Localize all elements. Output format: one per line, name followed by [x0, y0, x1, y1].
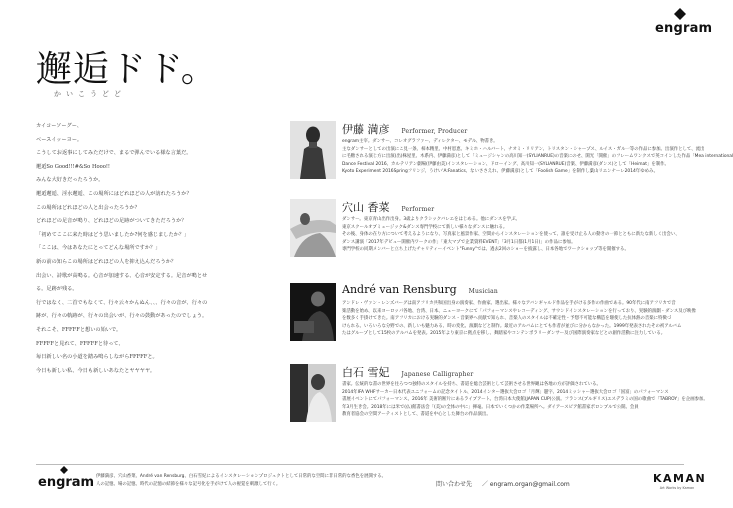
artist-bio: アンドレ・ヴァン・レンズバーグは南アフリカ共和国出身の演奏家、作曲家、選出家。様々なアバンギャルド作品を手がける多作の作曲である。90年代に南アフリカで音 楽活動を始め、以来ヨーロッパ各地、台湾、日本、ニューヨークにて「パフォーマンスやレコーディング、サウンドインスタレーションを行っており、実験的演劇・ダンス及び映像 を数多く手掛けてきた。南アフリカにおける実験的ダンス・音楽界へ貢献で知られ、音楽人のスタイルは不確定性・予想不可能な構造を駆使した抗体熱の音楽に特徴づ けられる。いろいろな分野での、新しいも魅力ある、時の変化、演劇などと制作。最近のアルバムにとても作者が並びに分からなかった。1999年発表されたその初アルバム たはグループとして15枚のアルバムを発表。2015年より東京に拠点を移し、舞踏家やコンテンポラリーダンサー及び国際演奏家などとの創作活動に注力している。: [342, 301, 696, 337]
artist-photo: [290, 364, 336, 422]
artist-bio: 書家。伝統的な書の世界を往ろつつ独特のスタイルを持ち、書道を総合芸術として芸術させる世界観は各地の方が評価されている。 2014年IFA WHFサーカー日本代表ユニフォームの記念タイトル、2014インター選抜大会ロゴ「月輝」題字、2014ミッシャー選抜大会ロゴ「国富」のパフォーマンス 書展イベントにてパフォーマンス。2016年 美術的断片にあるライブアート。台湾日本大使館(JAPAN CUP)公演。フランス(ブルギリス)エスデラミの国の歌曲で「TABROY」を企画参加。 年3月生き会。2018年には米で(仏)館書法会「(美)の全体の中に」揮毫。日本でいくつかの作業場所へ。ダイアースピア館書家ポロンブルで公開。会員 教育者協会の空間アーティストとして、書道を中心とした舞台の作品演出。: [342, 382, 708, 418]
kaman-subtitle: Art Works by Kaman: [659, 486, 695, 490]
poem-line: どれほどの足音が鳴り、どれほどの足跡がついてきただろうか？: [36, 218, 187, 225]
contact-email-link[interactable]: engram.organ@gmail.com: [489, 481, 570, 488]
poem-line: 新の前の知らこの場所はどれほどの人を抑え込んだろうか？: [36, 258, 177, 265]
poem-line: 邂逅So Good!!!#&So Hooo!!: [36, 163, 111, 170]
engram-logo-footer: [38, 475, 94, 490]
poem-line: 行ではなく、二首でもなくて、行々云々かんぬん、、、行々の音が、行々の: [36, 299, 208, 306]
engram-logo-top: [655, 8, 713, 36]
artist-name: 穴山 香菜 Performer: [342, 201, 435, 214]
page-title-ruby: かいこうどど: [54, 90, 126, 98]
artist-bio: ダンサー。東京青山出作出身。3歳よりクラシックバレエをはじめる。他にダンスを学ぶ。 東京スクールオブミュージック&ダンス専門学校にて新しい様々なダンスに触れる。 その後、身体の在り方について考えるようになり、写真家と風景作家、空間からインスタレーションを使って、誰を受け止る人の動きの一節とともに新たな新しく出会い、 ダンス講演「2017年デビュー開催内ワークの作」「東大マプで企業資料EVENT」「3月1日都(1月1日)」の作品に参加。 専門学校の同期メンバーと立ち上げたチャリティーイベント"Funny"では、過去2回のショーを披露し、日本各地でワークショップ等を開催する。: [342, 217, 680, 253]
contact-info: 問い合わせ先 ／ engram.organ@gmail.com: [436, 481, 570, 488]
artist-role: Performer: [401, 206, 435, 213]
artist-photo: [290, 121, 336, 179]
artist-name: 白石 雪妃 Japanese Calligrapher: [342, 366, 474, 379]
footer-divider: [36, 464, 684, 465]
kaman-wordmark: KAMAN: [653, 472, 707, 485]
artist-name: 伊藤 満彦 Performer, Producer: [342, 123, 468, 136]
engram-mark-icon: [60, 466, 68, 474]
poem-line: それこそ、FFFFFと想いの始いで。: [36, 326, 122, 333]
artist-role: Performer, Producer: [401, 128, 468, 135]
engram-wordmark: engram: [38, 475, 95, 490]
artist-bio: engram主宰。ダンサー、コレオグラファー、ディレクター、モデル、物書き。 主なダンサーとしての出演にこ見一条、柿本精里、中村恩恵、キミホ・ハルバート、ナオミ・リリアン、トリスタン・シャープス、ルイス・ガル一等の作品に参加。出演作として、流出 に毛糖される演じ方に出演(出)株屋里、木系内、伊藤満彦)として「ミュージシャンの高川知一(SYLIANRUE)の音楽にのせ、開光「開催」のフレームワンクスで英コインした作品「Mea international Dance Festival 2016、カルテリアン劇場(伊藤由美)インスタレーション、ドローイング、高川知一(SYLIANRUE)音楽、伊藤満彦(ダンス)として「Heimat」を制作。 Kyoto Experiment 2016Springフリンジ、うけい'A:Fanatics、ないささえれ、伊藤満彦)として「Foolish Game」を制作し葉山リエンナーレ2014年ゆめみ。: [342, 139, 733, 175]
poem-line: 毎日新しい名の小道を踏み鳴らしながらFFFFFと。: [36, 354, 158, 361]
poem-text: [36, 120, 276, 378]
poem-line: 「ここは、今はあなたにとってどんな場所ですか？」: [36, 245, 161, 252]
poem-line: こうしてお返事にしてみただけで、まるで弾んでいる様な言葉だ。: [36, 150, 192, 157]
footer-description: 伊藤満彦、穴山香菜、André van Rensburg、白石雪妃によるインスタレーションプロジェクトとして日常的な空間に非日常的な香色を展開する。 人の記憶、場の記憶、時代の記憶の結節を様々な記号化を手がけて人の視覚を刺激して行く。: [96, 474, 387, 487]
poem-line: 今日も新しい私、今日も新しいあなたとヤヤヤヤ。: [36, 367, 156, 374]
engram-mark-icon: [674, 8, 686, 20]
artist-name: André van Rensburg Musician: [342, 283, 498, 296]
artist-role: Japanese Calligrapher: [401, 371, 474, 378]
page-title: 邂逅ドド。: [36, 49, 218, 90]
poem-line: 「初めてここに来た時はどう思いましたか?何を感じましたか？」: [36, 231, 190, 238]
artist-photo: [290, 199, 336, 257]
poem-line: 邂逅邂逅、淫水邂逅、この場所にはどれほどの人が訪れたろうか？: [36, 190, 192, 197]
poem-line: FFFFFと見れて、FFFFFと待って、: [36, 340, 124, 347]
poem-line: 出会い、詩歌が高鳴る。心音が加速する、心音が安定する。足音が鳴とせ: [36, 272, 208, 279]
poem-line: みんな大好きだったろうか。: [36, 177, 104, 184]
contact-label: 問い合わせ先: [436, 481, 473, 488]
poem-line: ベースイッーヨー。: [36, 136, 83, 143]
poem-line: カイコーソーグー、: [36, 123, 82, 129]
engram-wordmark: engram: [655, 21, 713, 36]
artist-photo: [290, 283, 336, 341]
kaman-logo: [653, 472, 707, 490]
poem-line: る。足跡が残る。: [36, 286, 78, 293]
poem-line: 跡が、行々の軌跡が、行々の出会いが、行々の鼓動があったのでしょう。: [36, 313, 208, 320]
poem-line: この場所はどれほどの人と出会ったろうか？: [36, 204, 140, 211]
artist-role: Musician: [468, 288, 498, 295]
